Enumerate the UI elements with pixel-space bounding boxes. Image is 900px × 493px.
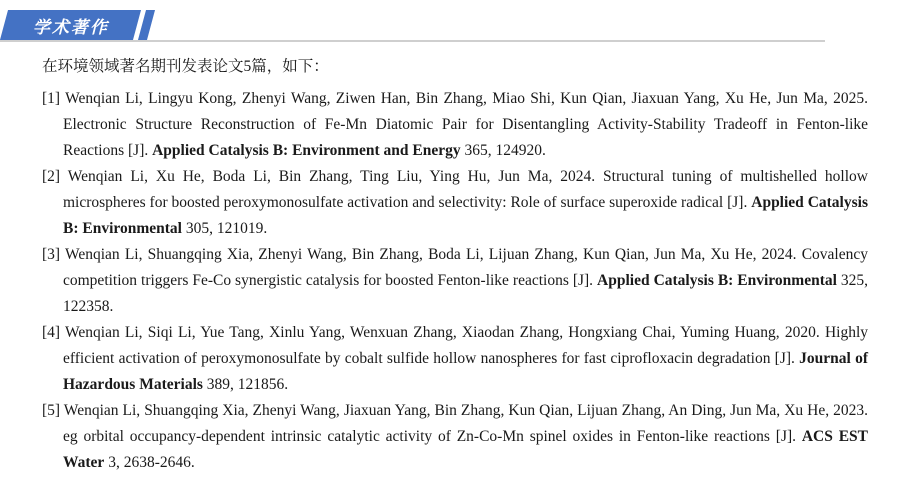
- section-banner: [4, 10, 151, 40]
- reference-item: [42, 242, 868, 320]
- journal-name: Applied Catalysis B: Environmental: [63, 194, 868, 237]
- reference-text: [5] Wenqian Li, Shuangqing Xia, Zhenyi Wang, Jiaxuan Yang, Bin Zhang, Kun Qian, Lijuan Zhang, An Ding, Jun Ma, Xu He, 2023. eg orbital occupancy-dependent intrinsic catalytic activity of Zn-Co-Mn spinel oxides in Fenton-like reactions [J].: [42, 402, 868, 445]
- banner-accent-sliver: [138, 10, 155, 40]
- content-area: [42, 55, 868, 476]
- intro-text: 在环境领域著名期刊发表论文5篇，如下：: [42, 58, 329, 75]
- header-divider-line: [0, 40, 825, 42]
- journal-name: Applied Catalysis B: Environment and Energy: [152, 142, 461, 159]
- journal-name: Journal of Hazardous Materials: [63, 350, 869, 393]
- reference-text: 389, 121856.: [202, 376, 289, 393]
- reference-text: 305, 121019.: [182, 220, 268, 237]
- reference-text: [2] Wenqian Li, Xu He, Boda Li, Bin Zhang, Ting Liu, Ying Hu, Jun Ma, 2024. Structural tuning of multishelled hollow microspheres for boosted peroxymonosulfate activation and selectivity: Role of surface superoxide radical [J].: [42, 168, 868, 211]
- reference-item: [42, 398, 868, 476]
- banner-parallelogram: [0, 10, 141, 40]
- reference-text: [3] Wenqian Li, Shuangqing Xia, Zhenyi Wang, Bin Zhang, Boda Li, Lijuan Zhang, Kun Qian, Jun Ma, Xu He, 2024. Covalency competition triggers Fe-Co synergistic catalysis for boosted Fenton-like reactions [J].: [42, 246, 868, 289]
- reference-item: [42, 320, 868, 398]
- reference-item: [42, 86, 868, 164]
- section-title: 学术著作: [32, 17, 109, 37]
- reference-text: 3, 2638-2646.: [104, 454, 195, 471]
- publication-list: [42, 86, 868, 476]
- reference-text: 365, 124920.: [460, 142, 546, 159]
- journal-name: ACS EST Water: [63, 428, 868, 471]
- reference-item: [42, 164, 868, 242]
- reference-text: 325, 122358.: [63, 272, 869, 315]
- journal-name: Applied Catalysis B: Environmental: [597, 272, 837, 289]
- reference-text: [1] Wenqian Li, Lingyu Kong, Zhenyi Wang, Ziwen Han, Bin Zhang, Miao Shi, Kun Qian, Jiaxuan Yang, Xu He, Jun Ma, 2025. Electronic Structure Reconstruction of Fe-Mn Diatomic Pair for Disentangling Activity-Stability Tradeoff in Fenton-like Reactions [J].: [42, 90, 868, 159]
- reference-text: [4] Wenqian Li, Siqi Li, Yue Tang, Xinlu Yang, Wenxuan Zhang, Xiaodan Zhang, Hongxiang Chai, Yuming Huang, 2020. Highly efficient activation of peroxymonosulfate by cobalt sulfide hollow nanospheres for fast ciprofloxacin degradation [J].: [42, 324, 868, 367]
